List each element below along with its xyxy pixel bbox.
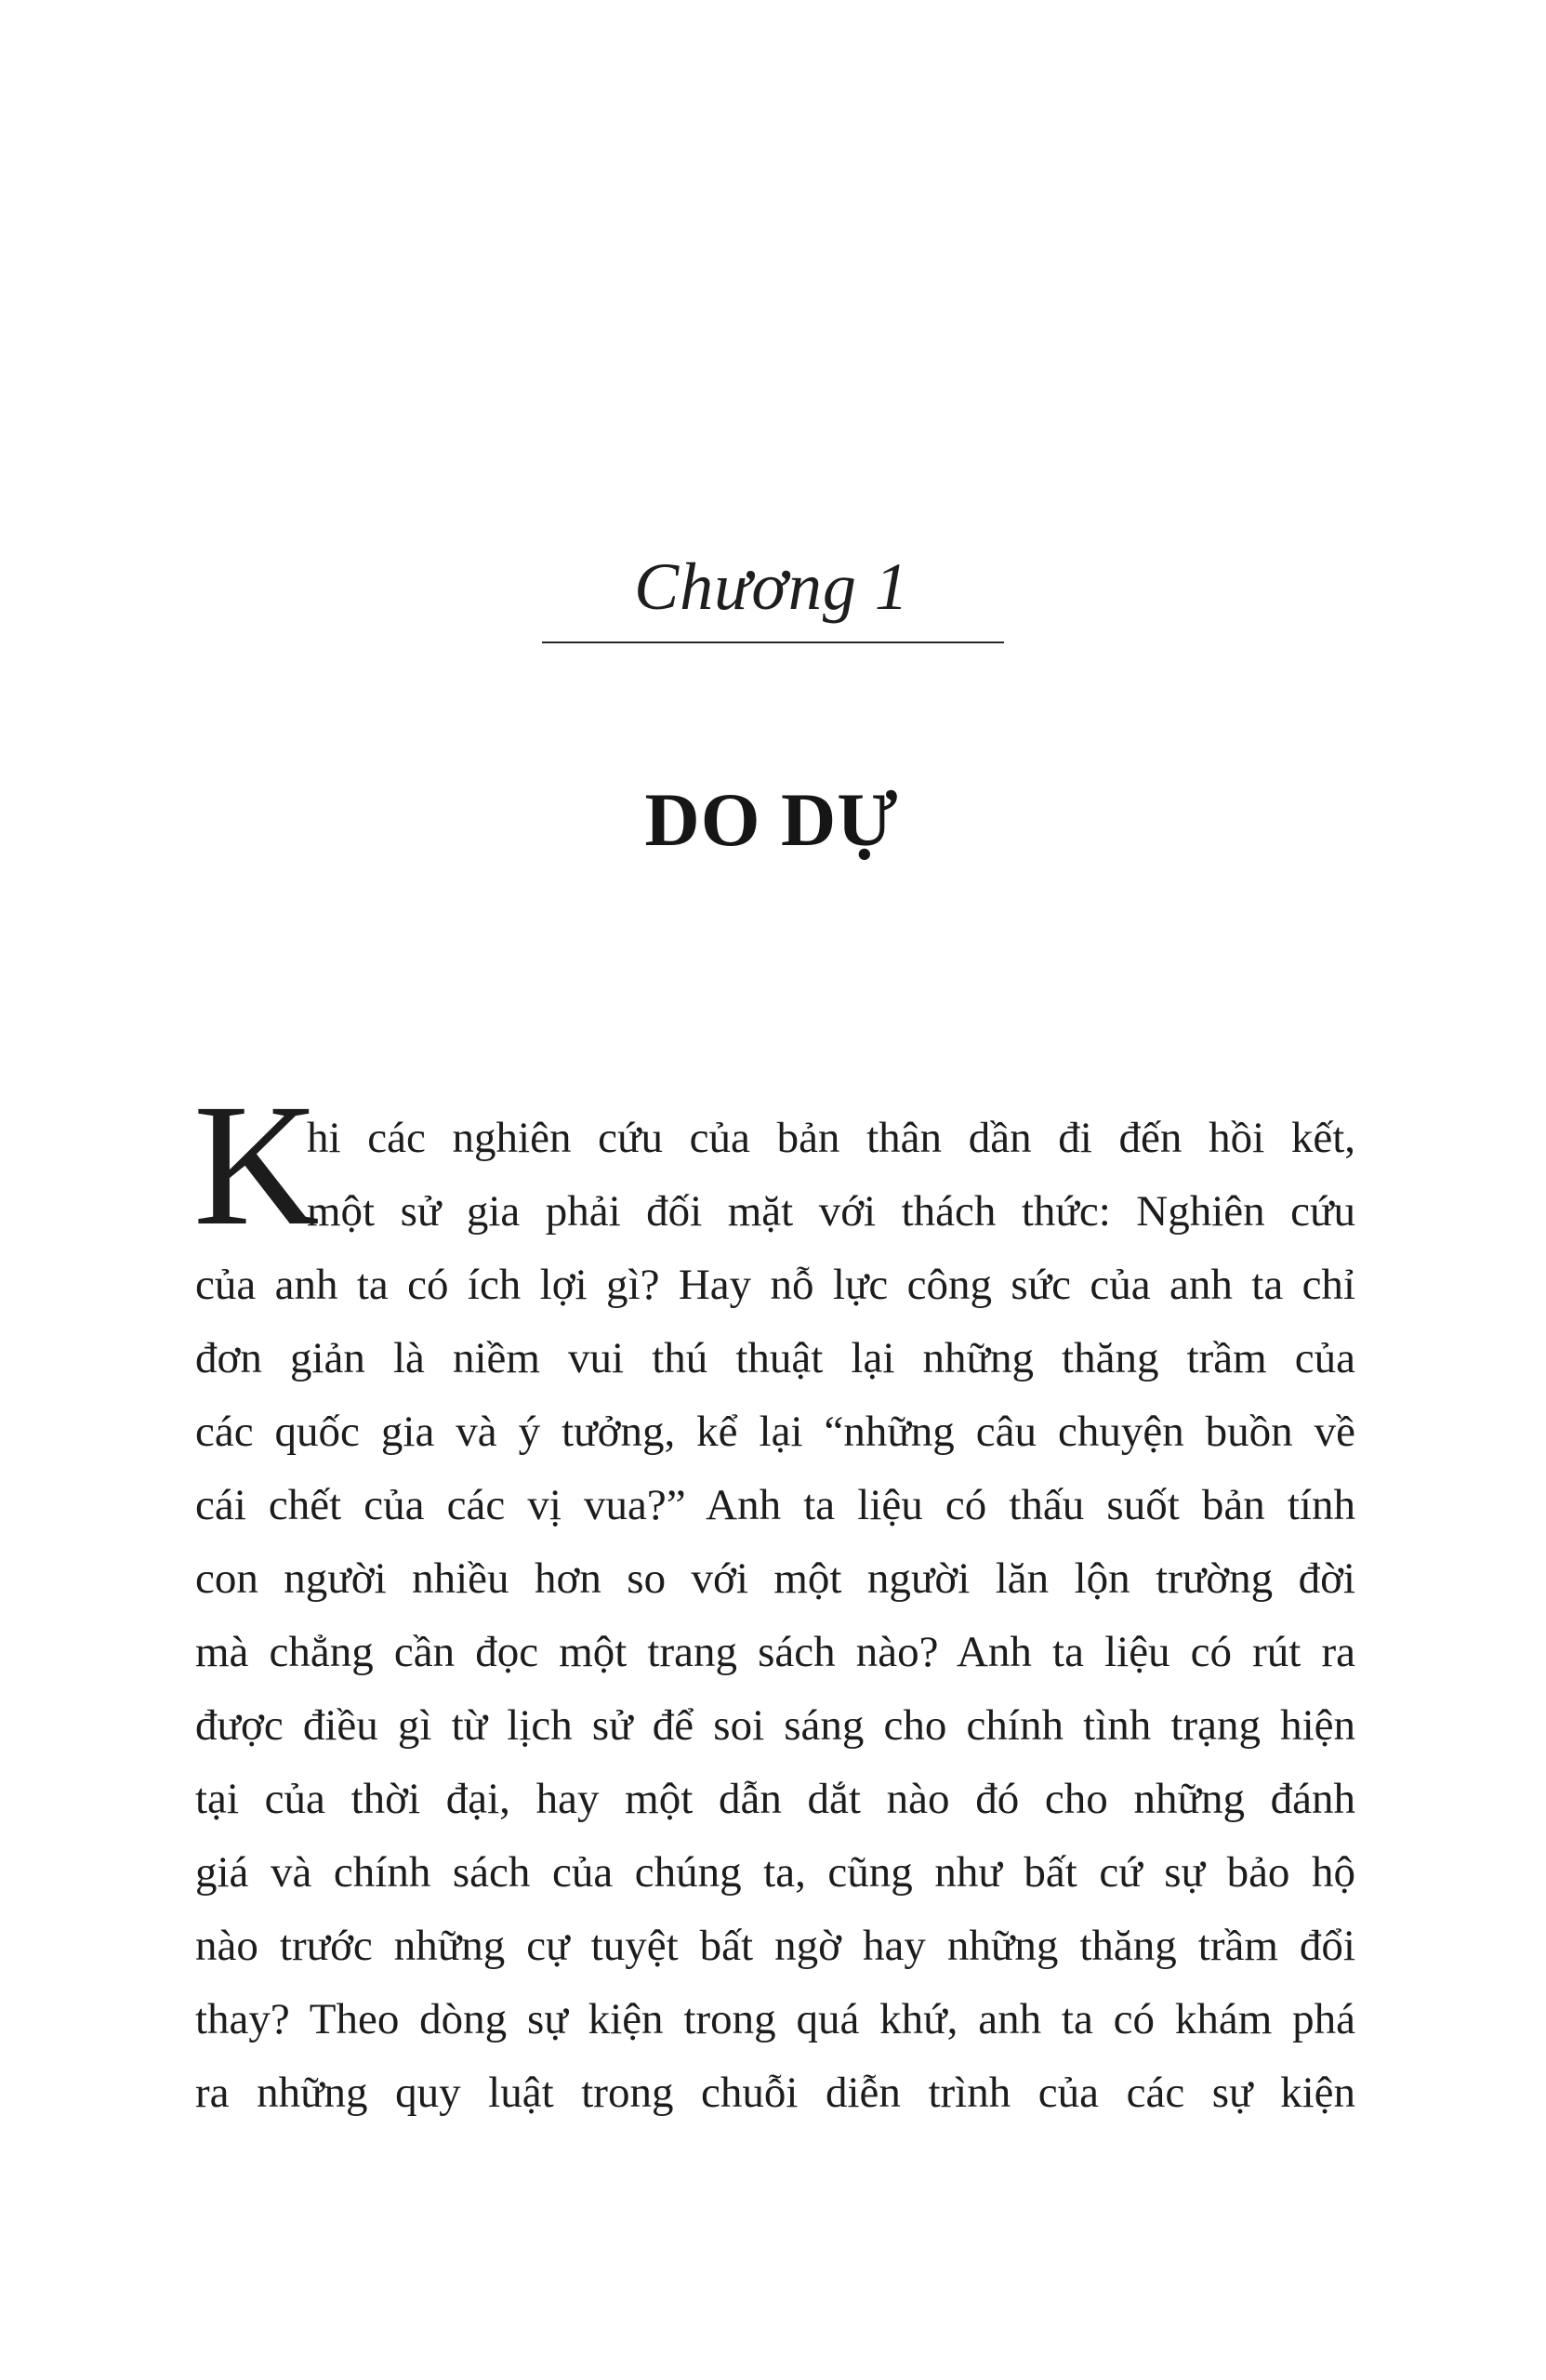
paragraph-line: cái chết của các vị vua?” Anh ta liệu có thấu suốt bản tính — [195, 1481, 1355, 1529]
paragraph-line: hi các nghiên cứu của bản thân dần đi đến hồi kết, — [307, 1114, 1355, 1162]
drop-cap-letter: K — [193, 1067, 320, 1262]
paragraph-line: đơn giản là niềm vui thú thuật lại những thăng trầm của — [195, 1334, 1355, 1382]
paragraph-line: của anh ta có ích lợi gì? Hay nỗ lực công sức của anh ta chỉ — [195, 1261, 1355, 1309]
paragraph-line: tại của thời đại, hay một dẫn dắt nào đó cho những đánh — [195, 1775, 1355, 1823]
paragraph-line: ra những quy luật trong chuỗi diễn trình của các sự kiện — [195, 2069, 1355, 2117]
paragraph-line: mà chẳng cần đọc một trang sách nào? Anh ta liệu có rút ra — [195, 1628, 1355, 1676]
paragraph-line: thay? Theo dòng sự kiện trong quá khứ, anh ta có khám phá — [195, 1995, 1355, 2043]
paragraph-line: các quốc gia và ý tưởng, kể lại “những câu chuyện buồn về — [195, 1408, 1355, 1456]
chapter-divider — [542, 641, 1004, 643]
chapter-label: Chương 1 — [634, 549, 909, 624]
paragraph-line: nào trước những cự tuyệt bất ngờ hay những thăng trầm đổi — [195, 1922, 1355, 1970]
paragraph-line: giá và chính sách của chúng ta, cũng như bất cứ sự bảo hộ — [195, 1848, 1355, 1897]
paragraph-line: được điều gì từ lịch sử để soi sáng cho chính tình trạng hiện — [195, 1701, 1355, 1750]
paragraph-line: con người nhiều hơn so với một người lăn lộn trường đời — [195, 1554, 1355, 1603]
body-paragraph — [195, 1102, 1355, 2130]
chapter-title: DO DỰ — [644, 777, 899, 862]
paragraph-line: một sử gia phải đối mặt với thách thức: Nghiên cứu — [307, 1187, 1355, 1236]
